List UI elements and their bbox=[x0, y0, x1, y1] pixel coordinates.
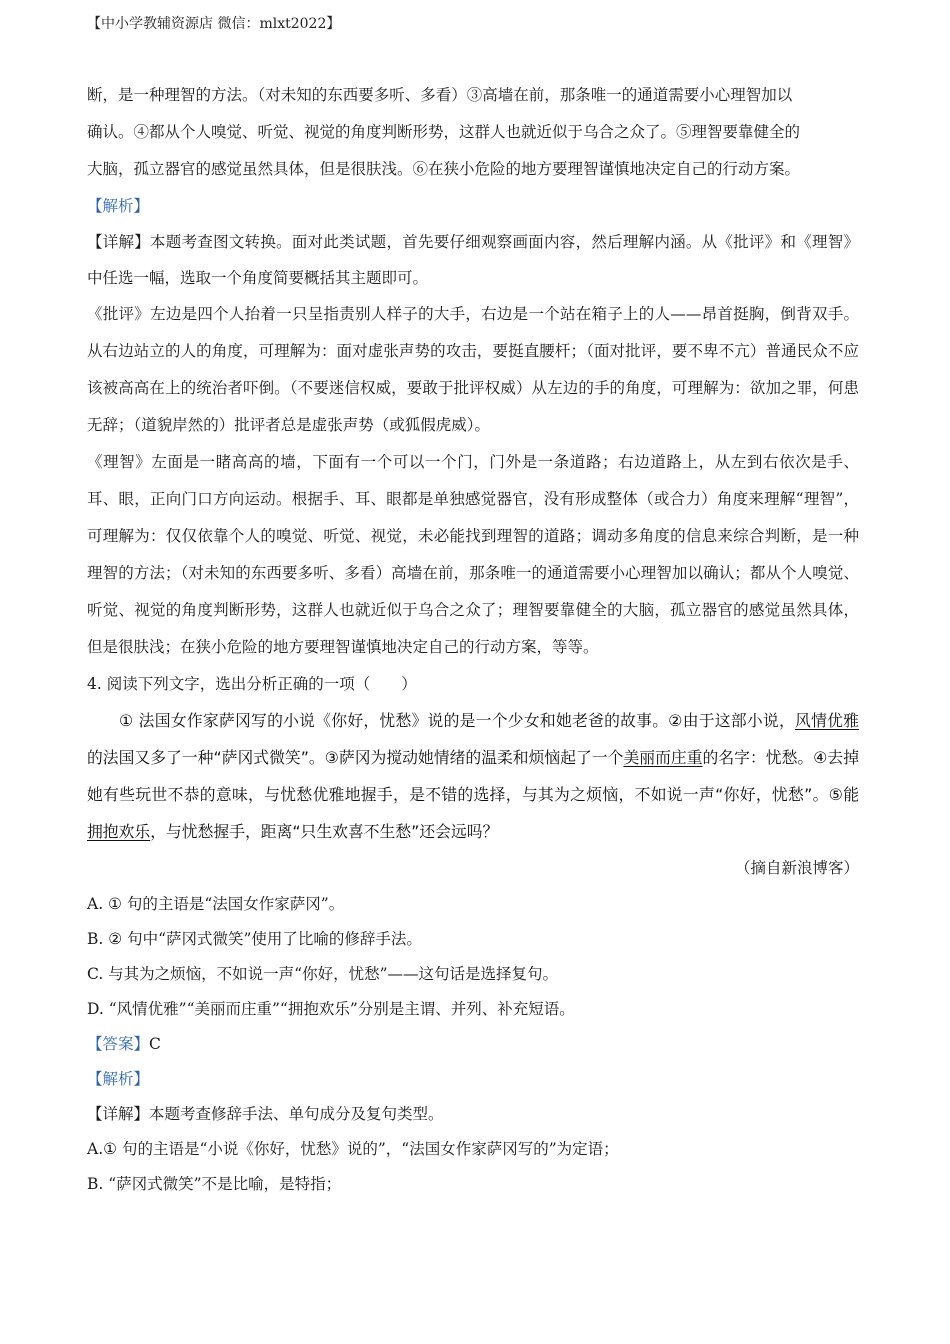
passage-source: （摘自新浪博客） bbox=[734, 859, 859, 877]
passage-text: 的名字：忧愁。④去掉她有些玩世不恭的意味，与忧愁优雅地握手，是不错的选择，与其为之烦恼，不如说一声“你好，忧愁”。⑤能 bbox=[87, 748, 859, 804]
answer-line bbox=[87, 1027, 859, 1062]
intro-line: 大脑，孤立器官的感觉虽然具体，但是很肤浅。⑥在狭小危险的地方要理智谨慎地决定自己的行动方案。 bbox=[87, 160, 801, 178]
jiexi-label: 【解析】 bbox=[87, 1070, 150, 1088]
passage-text: 的法国又多了一种“萨冈式微笑”。③萨冈为搅动她情绪的温柔和烦恼起了一个 bbox=[87, 748, 624, 767]
option-c: C. 与其为之烦恼，不如说一声“你好，忧愁”——这句话是选择复句。 bbox=[87, 965, 559, 983]
lizhi-paragraph: 《理智》左面是一睹高高的墙，下面有一个可以一个门，门外是一条道路；右边道路上，从左到右依次是手、耳、眼，正向门口方向运动。根据手、耳、眼都是单独感觉器官，没有形成整体（或合力）角度来理解“理智”，可理解为：仅仅依靠个人的嗅觉、听觉、视觉，未必能找到理智的道路；调动多角度的信息来综合判断，是一种理智的方法；（对未知的东西要多听、多看）高墙在前，那条唯一的通道需要小心理智加以确认；都从个人嗅觉、听觉、视觉的角度判断形势，这群人也就近似于乌合之众了；理智要靠健全的大脑，孤立器官的感觉虽然具体，但是很肤浅；在狭小危险的地方要理智谨慎地决定自己的行动方案，等等。 bbox=[87, 453, 859, 656]
intro-line: 断，是一种理智的方法。（对未知的东西要多听、多看）③高墙在前，那条唯一的通道需要小心理智加以 bbox=[87, 86, 793, 104]
analysis-label bbox=[87, 188, 859, 224]
page-header: 【中小学教辅资源店 微信：mlxt2022】 bbox=[87, 16, 341, 32]
detail-paragraph bbox=[87, 224, 859, 296]
answer-label: 【答案】 bbox=[87, 1035, 150, 1053]
question-stem: 4. 阅读下列文字，选出分析正确的一项（ ） bbox=[87, 675, 417, 693]
jiexi-label: 【解析】 bbox=[87, 197, 150, 215]
passage-text: ，与忧愁握手，距离“只生欢喜不生愁”还会远吗？ bbox=[150, 822, 499, 841]
intro-line: 确认。④都从个人嗅觉、听觉、视觉的角度判断形势，这群人也就近似于乌合之众了。⑤理智要靠健全的 bbox=[87, 123, 801, 141]
option-d: D. “风情优雅”“美丽而庄重”“拥抱欢乐”分别是主谓、并列、补充短语。 bbox=[87, 1000, 575, 1018]
analysis-line: A.① 句的主语是“小说《你好，忧愁》说的”，“法国女作家萨冈写的”为定语； bbox=[87, 1140, 619, 1158]
detail-text: 本题考查图文转换。面对此类试题，首先要仔细观察画面内容，然后理解内涵。从《批评》和《理智》中任选一幅，选取一个角度简要概括其主题即可。 bbox=[87, 233, 859, 287]
main-content bbox=[87, 77, 859, 1202]
detail-text: 本题考查修辞手法、单句成分及复句类型。 bbox=[149, 1105, 444, 1123]
analysis-label bbox=[87, 1062, 859, 1097]
answer-value: C bbox=[149, 1035, 161, 1053]
detail-label: 【详解】 bbox=[87, 1105, 150, 1123]
option-a: A. ① 句的主语是“法国女作家萨冈”。 bbox=[87, 895, 345, 913]
passage-text: ① 法国女作家萨冈写的小说《你好，忧愁》说的是一个少女和她老爸的故事。②由于这部小说， bbox=[119, 711, 796, 730]
detail-paragraph bbox=[87, 1097, 859, 1132]
piping-paragraph: 《批评》左边是四个人抬着一只呈指责别人样子的大手，右边是一个站在箱子上的人——昂首挺胸，倒背双手。从右边站立的人的角度，可理解为：面对虚张声势的攻击，要挺直腰杆；（面对批评，要不卑不亢）普通民众不应该被高高在上的统治者吓倒。（不要迷信权威，要敢于批评权威）从左边的手的角度，可理解为：欲加之罪，何患无辞；（道貌岸然的）批评者总是虚张声势（或狐假虎威）。 bbox=[87, 305, 859, 434]
option-b: B. ② 句中“萨冈式微笑”使用了比喻的修辞手法。 bbox=[87, 930, 422, 948]
detail-label: 【详解】 bbox=[87, 233, 151, 251]
reading-passage bbox=[87, 702, 859, 850]
underlined-phrase: 风情优雅 bbox=[795, 711, 859, 730]
underlined-phrase: 拥抱欢乐 bbox=[87, 822, 151, 841]
analysis-line: B. “萨冈式微笑”不是比喻，是特指； bbox=[87, 1175, 342, 1193]
underlined-phrase: 美丽而庄重 bbox=[623, 748, 703, 767]
